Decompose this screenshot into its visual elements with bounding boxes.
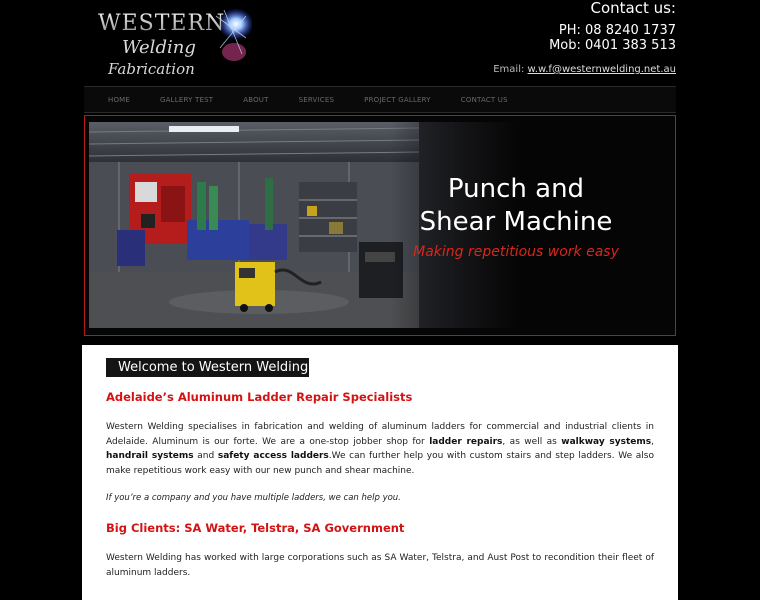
mobile-number: Mob: 0401 383 513 [549, 38, 676, 53]
banner-title-line1: Punch and [447, 174, 585, 204]
nav-gallery-test[interactable]: GALLERY TEST [160, 95, 214, 104]
contact-title: Contact us: [590, 0, 676, 17]
intro-text-c: , as well as [502, 436, 562, 447]
phone-number: PH: 08 8240 1737 [558, 23, 676, 38]
intro-bold-safety-access-ladders: safety access ladders [217, 451, 329, 461]
logo-text-western: WESTERN [98, 11, 226, 36]
hero-banner [84, 115, 676, 336]
banner-title [381, 173, 651, 239]
logo-text-fabrication: Fabrication [108, 60, 195, 78]
welcome-heading: Welcome to Western Welding [106, 358, 309, 377]
nav-about[interactable]: ABOUT [243, 95, 269, 104]
intro-text-a: Western Welding specialises in fabrication and welding of aluminum ladders for commercial and industrial clients in Adelaide. Aluminum is our forte. We are a one-stop jobber shop for [106, 422, 654, 447]
section-heading-clients: Big Clients: SA Water, Telstra, SA Government [106, 521, 405, 535]
logo-text-welding: Welding [122, 37, 196, 58]
logo-graphic [96, 8, 252, 80]
intro-text-i: .We can further help you with custom stairs and step ladders. We also make repetitious work easy with our new punch and shear machine. [106, 451, 654, 476]
intro-bold-walkway-systems: walkway systems [561, 436, 652, 447]
main-nav [84, 86, 676, 113]
nav-home[interactable]: HOME [108, 95, 131, 104]
email-label: Email: [493, 64, 525, 75]
nav-project-gallery[interactable]: PROJECT GALLERY [364, 95, 431, 104]
email-link[interactable]: w.w.f@westernwelding.net.au [527, 64, 676, 75]
banner-title-line2: Shear Machine [419, 207, 613, 237]
intro-text-e: , [651, 436, 654, 447]
intro-bold-ladder-repairs: ladder repairs [429, 436, 503, 447]
main-content [82, 345, 678, 600]
nav-contact-us[interactable]: CONTACT US [460, 95, 508, 104]
intro-paragraph [106, 420, 654, 478]
multiple-ladders-note: If you’re a company and you have multiple ladders, we can help you. [106, 493, 401, 503]
section-heading-ladders: Adelaide’s Aluminum Ladder Repair Specialists [106, 390, 413, 404]
contact-block [493, 0, 676, 75]
intro-bold-handrail-systems: handrail systems [106, 451, 194, 461]
intro-text-g: and [193, 451, 218, 461]
nav-services[interactable]: SERVICES [298, 95, 335, 104]
email-line [493, 64, 676, 75]
banner-subtitle: Making repetitious work easy [413, 244, 619, 260]
clients-paragraph: Western Welding has worked with large corporations such as SA Water, Telstra, and Aust Post to recondition their fleet of aluminum ladders. [106, 553, 654, 578]
company-logo[interactable] [96, 8, 252, 80]
